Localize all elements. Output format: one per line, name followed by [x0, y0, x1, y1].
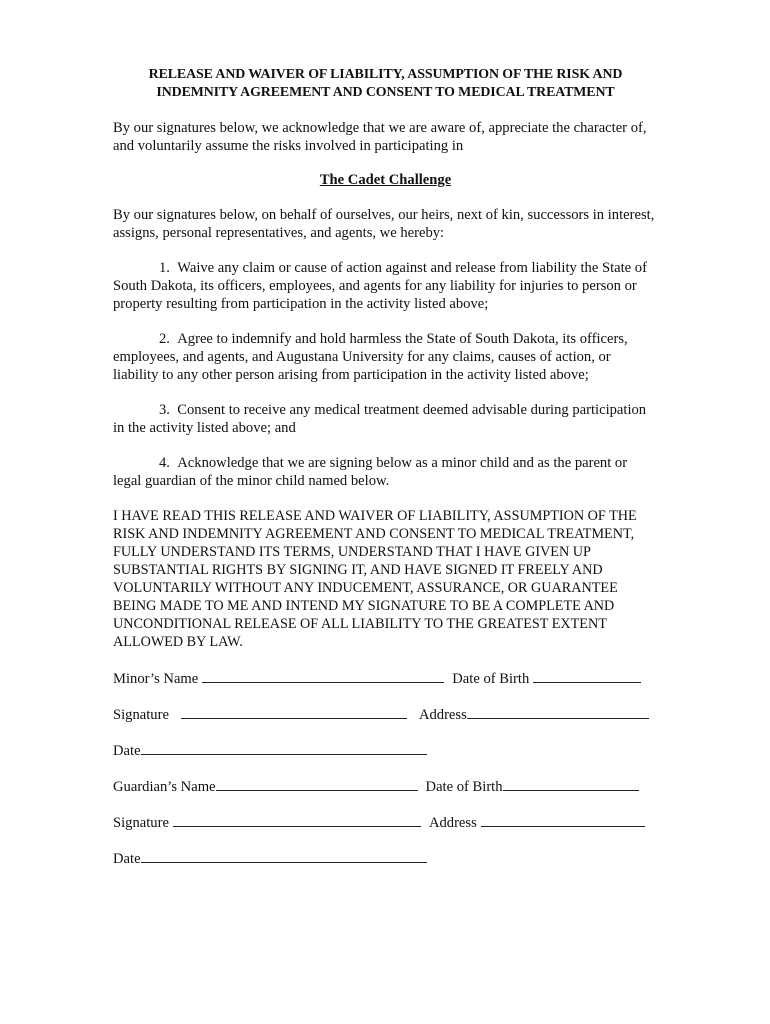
guardian-name-row [113, 777, 658, 795]
clause-3-number: 3. [159, 402, 170, 418]
minor-signature-line[interactable] [181, 705, 407, 719]
preamble-paragraph: By our signatures below, on behalf of ourselves, our heirs, next of kin, successors in interest, assigns, personal representatives, and agents, we hereby: [113, 207, 655, 241]
activity-name: The Cadet Challenge [319, 172, 452, 188]
minor-signature-label: Signature [113, 707, 169, 723]
guardian-name-line[interactable] [216, 777, 418, 791]
document-title: RELEASE AND WAIVER OF LIABILITY, ASSUMPTION OF THE RISK AND INDEMNITY AGREEMENT AND CONSENT TO MEDICAL TREATMENT [148, 67, 623, 100]
guardian-signature-row [113, 813, 658, 831]
guardian-date-line[interactable] [141, 849, 427, 863]
clause-2-number: 2. [159, 331, 170, 347]
clause-1-text: Waive any claim or cause of action against and release from liability the State of South Dakota, its officers, employees, and agents for any liability for injuries to person or property resulting from participation in the activity listed above; [113, 260, 647, 312]
guardian-name-label: Guardian’s Name [113, 779, 216, 795]
minor-name-line[interactable] [202, 669, 444, 683]
guardian-dob-label: Date of Birth [425, 779, 503, 795]
minor-name-label: Minor’s Name [113, 671, 199, 687]
minor-address-line[interactable] [467, 705, 649, 719]
minor-name-row [113, 669, 658, 687]
guardian-address-label: Address [428, 815, 477, 831]
minor-date-line[interactable] [141, 741, 427, 755]
acknowledgement-paragraph: I HAVE READ THIS RELEASE AND WAIVER OF LIABILITY, ASSUMPTION OF THE RISK AND INDEMNITY AGREEMENT AND CONSENT TO MEDICAL TREATMENT, FULLY UNDERSTAND ITS TERMS, UNDERSTAND THAT I HAVE GIVEN UP SUBSTANTIAL RIGHTS BY SIGNING IT, AND HAVE SIGNED IT FREELY AND VOLUNTARILY WITHOUT ANY INDUCEMENT, ASSURANCE, OR GUARANTEE BEING MADE TO ME AND INTEND MY SIGNATURE TO BE A COMPLETE AND UNCONDITIONAL RELEASE OF ALL LIABILITY TO THE GREATEST EXTENT ALLOWED BY LAW. [113, 508, 637, 650]
minor-date-label: Date [113, 743, 141, 759]
minor-signature-row [113, 705, 658, 723]
release-waiver-document [113, 66, 658, 867]
clause-3-text: Consent to receive any medical treatment deemed advisable during participation in the activity listed above; and [113, 402, 647, 436]
signature-fields [113, 669, 658, 867]
clause-3 [113, 401, 658, 437]
clause-4-text: Acknowledge that we are signing below as a minor child and as the parent or legal guardian of the minor child named below. [113, 455, 628, 489]
guardian-date-label: Date [113, 851, 141, 867]
guardian-date-row [113, 849, 658, 867]
minor-address-label: Address [418, 707, 467, 723]
clause-2-text: Agree to indemnify and hold harmless the State of South Dakota, its officers, employees, and agents, and Augustana University for any claims, causes of action, or liability to any other person arising from participation in the activity listed above; [113, 331, 628, 383]
guardian-address-line[interactable] [481, 813, 645, 827]
clause-4 [113, 454, 658, 490]
intro-paragraph: By our signatures below, we acknowledge that we are aware of, appreciate the character of, and voluntarily assume the risks involved in participating in [113, 120, 647, 154]
clause-2 [113, 330, 658, 384]
minor-dob-line[interactable] [533, 669, 641, 683]
minor-dob-label: Date of Birth [452, 671, 530, 687]
guardian-dob-line[interactable] [503, 777, 639, 791]
clause-4-number: 4. [159, 455, 170, 471]
clause-1 [113, 259, 658, 313]
guardian-signature-label: Signature [113, 815, 169, 831]
guardian-signature-line[interactable] [173, 813, 421, 827]
minor-date-row [113, 741, 658, 759]
clause-1-number: 1. [159, 260, 170, 276]
